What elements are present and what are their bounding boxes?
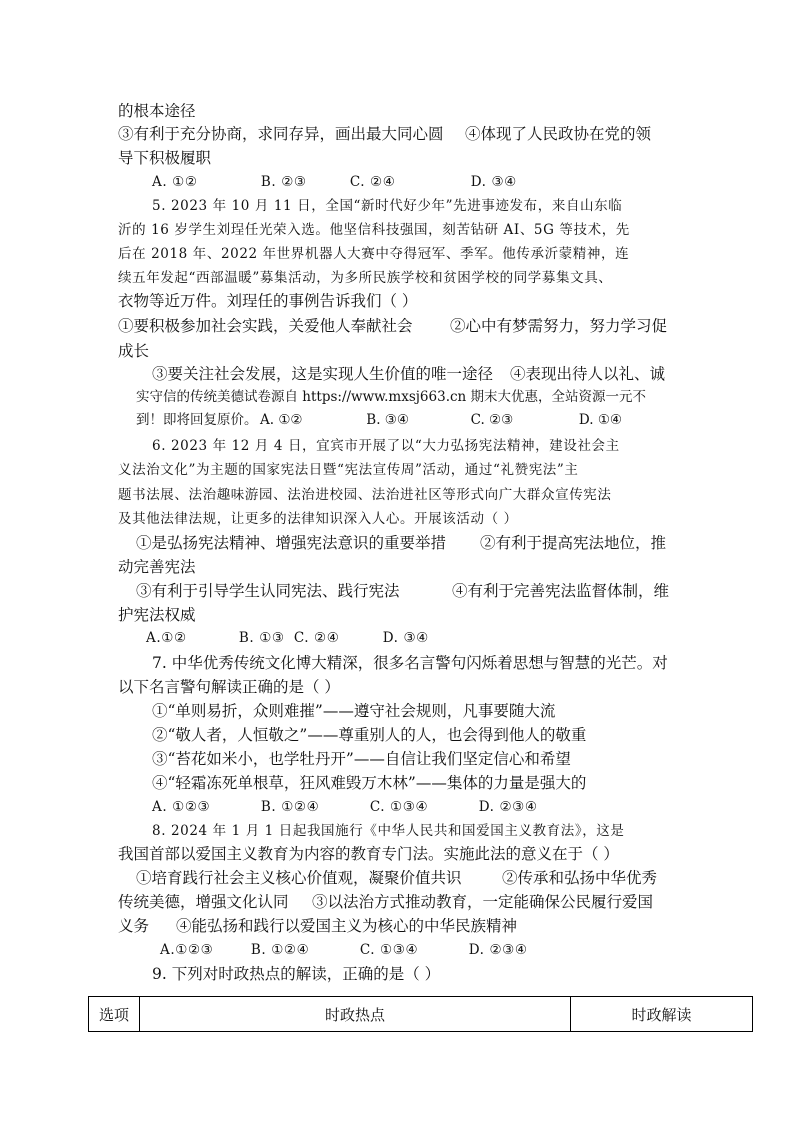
q7-option-1: ①“单则易折，众则难摧”——遵守社会规则，凡事要随大流 [152, 702, 556, 720]
q8-choices [160, 939, 528, 961]
q8-option-2-cont: 传统美德，增强文化认同 [118, 893, 289, 911]
q4-option-4-cont: 导下积极履职 [118, 149, 212, 167]
q5-option-4-cont: 实守信的传统美德试卷源自 https://www.mxsj663.cn 期末大优惠，全站资源一元不 [136, 389, 647, 405]
q5-stem-line2: 沂的 16 岁学生刘珵任光荣入选。他坚信科技强国，刻苦钻研 AI、5G 等技术，先 [118, 222, 630, 238]
q5-option-4-cont2: 到！即将回复原价。 [136, 412, 258, 428]
q9-table [88, 996, 753, 1032]
q5-option-3: ③要关注社会发展，这是实现人生价值的唯一途径 [152, 365, 494, 383]
q7-choices [152, 796, 538, 818]
q6-option-2: ②有利于提高宪法地位，推 [480, 534, 667, 552]
q5-stem-line5: 衣物等近万件。刘珵任的事例告诉我们（ ） [118, 292, 418, 310]
q5-option-1: ①要积极参加社会实践，关爱他人奉献社会 [118, 317, 413, 335]
q5-stem-line1: 5. 2023 年 10 月 11 日，全国“新时代好少年”先进事迹发布，来自山东临 [152, 198, 623, 214]
q6-stem-line3: 题书法展、法治趣味游园、法治进校园、法治进社区等形式向广大群众宣传宪法 [118, 487, 612, 503]
choice-c[interactable]: C. ②④ [293, 630, 340, 646]
q7-option-3: ③“苔花如米小，也学牡丹开”——自信让我们坚定信心和希望 [152, 750, 571, 768]
choice-d[interactable]: D. ②③④ [478, 799, 538, 815]
choice-a[interactable]: A. ①② [260, 412, 303, 428]
q4-option-3: ③有利于充分协商，求同存异，画出最大同心圆 [118, 125, 444, 143]
header-interpretation: 时政解读 [571, 997, 753, 1032]
choice-c[interactable]: C. ①③④ [369, 799, 429, 815]
q8-option-3-cont: 义务 [118, 917, 150, 935]
choice-c[interactable]: C. ②④ [349, 174, 396, 190]
q9-stem: 9. 下列对时政热点的解读，正确的是（ ） [152, 965, 441, 983]
choice-d[interactable]: D. ③④ [382, 630, 429, 646]
header-current-event: 时政热点 [140, 997, 571, 1032]
q8-option-1: ①培育践行社会主义核心价值观，凝聚价值共识 [136, 869, 462, 887]
q6-stem-line1: 6. 2023 年 12 月 4 日，宜宾市开展了以“大力弘扬宪法精神，建设社会主 [152, 438, 620, 454]
q8-option-2: ②传承和弘扬中华优秀 [502, 869, 658, 887]
choice-d[interactable]: D. ②③④ [468, 942, 528, 958]
q8-option-4: ④能弘扬和践行以爱国主义为核心的中华民族精神 [176, 917, 518, 935]
q5-choices [260, 409, 622, 431]
q5-option-4: ④表现出待人以礼、诚 [510, 365, 666, 383]
q7-stem-line1: 7. 中华优秀传统文化博大精深，很多名言警句闪烁着思想与智慧的光芒。对 [152, 654, 668, 672]
choice-c[interactable]: C. ①③④ [359, 942, 419, 958]
q5-stem-line3: 后在 2018 年、2022 年世界机器人大赛中夺得冠军、季军。他传承沂蒙精神，连 [118, 246, 630, 262]
q6-option-3: ③有利于引导学生认同宪法、践行宪法 [136, 582, 400, 600]
q7-stem-line2: 以下名言警句解读正确的是（ ） [118, 678, 340, 696]
q6-option-1: ①是弘扬宪法精神、增强宪法意识的重要举措 [136, 534, 447, 552]
q8-stem-line1: 8. 2024 年 1 月 1 日起我国施行《中华人民共和国爱国主义教育法》，这是 [152, 823, 625, 839]
choice-a[interactable]: A.①②③ [160, 942, 214, 958]
q6-option-4: ④有利于完善宪法监督体制，维 [452, 582, 670, 600]
choice-b[interactable]: B. ②③ [260, 174, 307, 190]
choice-d[interactable]: D. ①④ [578, 412, 623, 428]
q8-stem-line2: 我国首部以爱国主义教育为内容的教育专门法。实施此法的意义在于（ ） [118, 845, 619, 863]
choice-d[interactable]: D. ③④ [470, 174, 517, 190]
header-option: 选项 [89, 997, 140, 1032]
choice-a[interactable]: A. ①②③ [152, 799, 211, 815]
choice-b[interactable]: B. ①②④ [260, 799, 320, 815]
choice-c[interactable]: C. ②③ [470, 412, 514, 428]
q7-option-2: ②“敬人者，人恒敬之”——尊重别人的人，也会得到他人的敬重 [152, 726, 587, 744]
q4-stem-tail: 的根本途径 [118, 102, 196, 120]
q6-stem-line4: 及其他法律法规，让更多的法律知识深入人心。开展该活动（ ） [118, 511, 518, 527]
q6-stem-line2: 义法治文化”为主题的国家宪法日暨“宪法宣传周”活动，通过“礼赞宪法”主 [118, 462, 579, 478]
q5-option-2-cont: 成长 [118, 342, 150, 360]
q7-option-4: ④“轻霜冻死单根草，狂风难毁万木林”——集体的力量是强大的 [152, 774, 587, 792]
q5-stem-line4: 续五年发起“西部温暖”募集活动，为多所民族学校和贫困学校的同学募集文具、 [118, 270, 613, 286]
q6-option-4-cont: 护宪法权威 [118, 606, 196, 624]
q8-option-3: ③以法治方式推动教育，一定能确保公民履行爱国 [312, 893, 654, 911]
choice-b[interactable]: B. ③④ [366, 412, 410, 428]
choice-b[interactable]: B. ①③ [238, 630, 285, 646]
q4-option-4: ④体现了人民政协在党的领 [465, 125, 652, 143]
q4-choices [152, 171, 517, 193]
table-header-row [89, 997, 753, 1032]
choice-a[interactable]: A.①② [146, 630, 187, 646]
choice-b[interactable]: B. ①②④ [250, 942, 310, 958]
q5-option-2: ②心中有梦需努力，努力学习促 [450, 317, 668, 335]
choice-a[interactable]: A. ①② [152, 174, 198, 190]
q6-option-2-cont: 动完善宪法 [118, 558, 196, 576]
q6-choices [146, 627, 429, 649]
